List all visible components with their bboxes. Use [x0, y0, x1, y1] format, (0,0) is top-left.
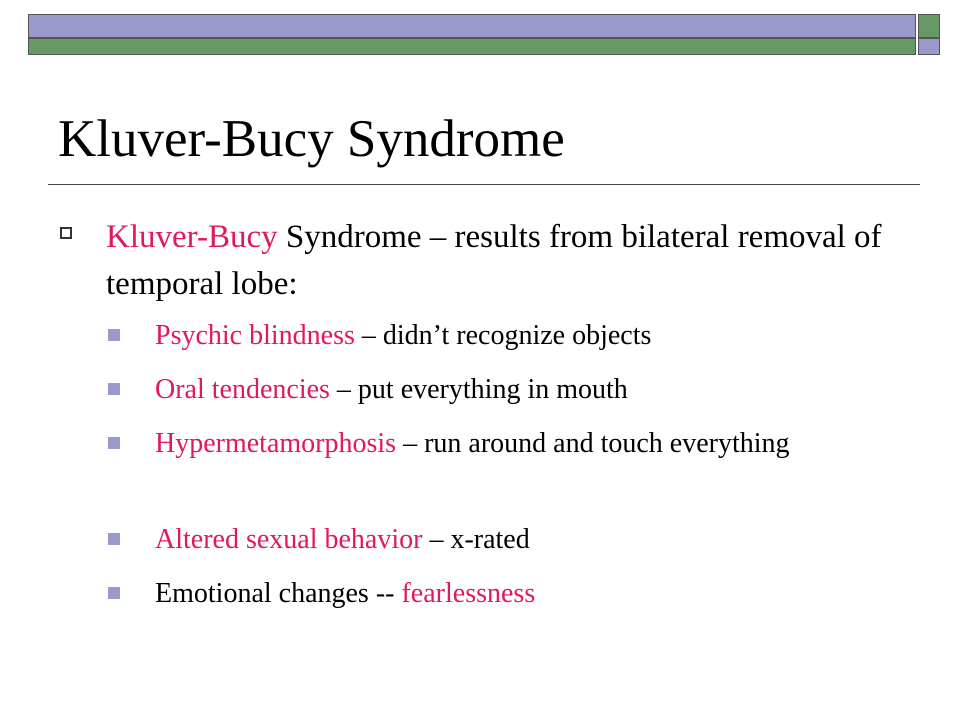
header-bar-top: [28, 14, 916, 38]
sub-bullet-term: fearlessness: [401, 578, 536, 609]
square-bullet-icon: [108, 383, 120, 395]
square-bullet-icon: [108, 533, 120, 545]
sub-bullet-term: Hypermetamorphosis: [155, 428, 397, 459]
sub-bullet-lead: Emotional changes --: [155, 578, 402, 609]
sub-bullet-text: [155, 318, 855, 354]
square-bullet-icon: [108, 437, 120, 449]
sub-bullet-rest: – put everything in mouth: [329, 374, 628, 405]
hollow-square-bullet-icon: [60, 227, 72, 239]
header-corner-bottom: [918, 38, 940, 55]
sub-bullet-rest: – x-rated: [422, 524, 530, 555]
square-bullet-icon: [108, 329, 120, 341]
sub-bullet-rest: – run around and touch everything: [396, 428, 790, 459]
square-bullet-icon: [108, 587, 120, 599]
sub-bullet-term: Psychic blindness: [155, 320, 355, 351]
sub-bullet-text: [155, 522, 855, 558]
sub-bullet-term: Oral tendencies: [155, 374, 330, 405]
sub-bullet-text: [155, 372, 855, 408]
sub-bullet-rest: – didn’t recognize objects: [354, 320, 652, 351]
main-bullet-text: [106, 214, 906, 308]
title-divider: [48, 184, 920, 185]
main-bullet-term: Kluver-Bucy: [106, 219, 278, 255]
slide-title: Kluver-Bucy Syndrome: [58, 110, 565, 168]
main-bullet-rest: Syndrome – results from bilateral removal of temporal lobe:: [106, 219, 882, 302]
header-bar-bottom: [28, 38, 916, 55]
header-corner-top: [918, 14, 940, 38]
sub-bullet-term: Altered sexual behavior: [155, 524, 423, 555]
sub-bullet-text: [155, 576, 855, 612]
sub-bullet-text: [155, 426, 855, 462]
